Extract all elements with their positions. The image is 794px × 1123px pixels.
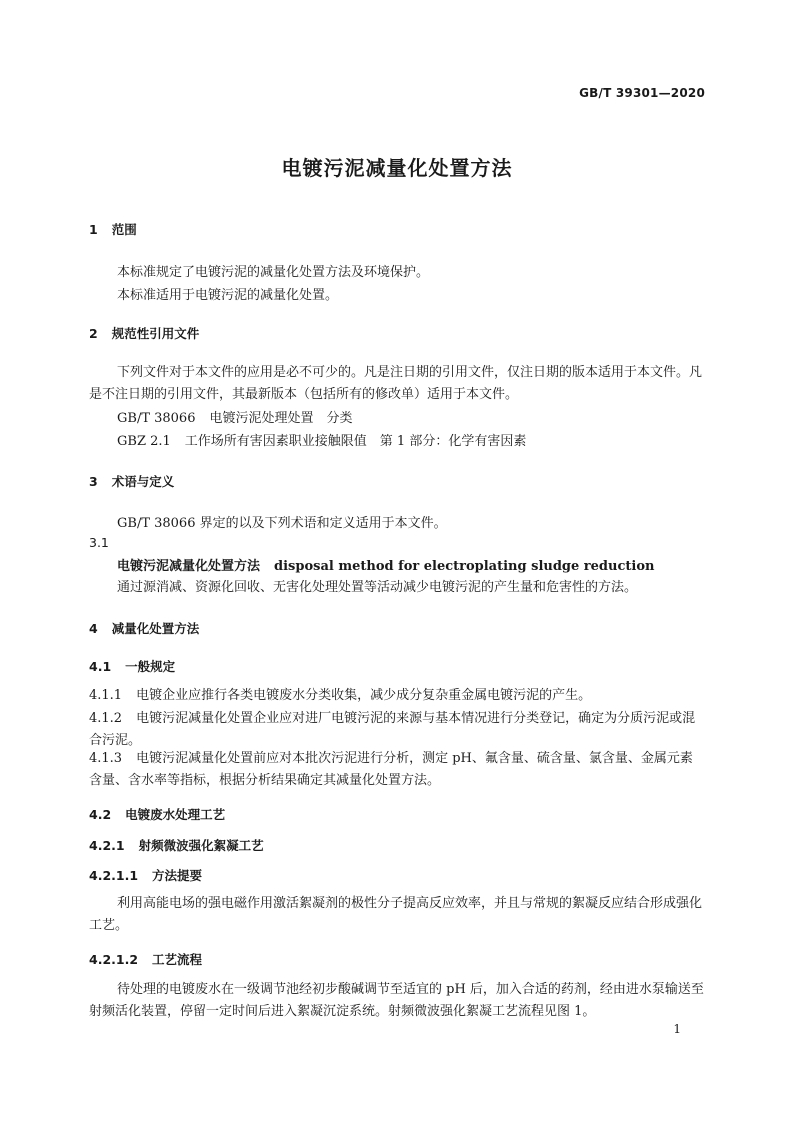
subsection-number: 4.1 [89, 659, 112, 674]
section-title: 规范性引用文件 [111, 326, 200, 341]
clause-number: 4.1.2 [89, 711, 123, 726]
section-title: 减量化处置方法 [111, 621, 200, 636]
subsection-4-2-heading [89, 805, 225, 823]
section-number: 3 [89, 474, 98, 489]
reference-title: 工作场所有害因素职业接触限值 第 1 部分：化学有害因素 [184, 434, 527, 449]
reference-code: GBZ 2.1 [117, 434, 171, 449]
subsection-4-2-1-heading [89, 836, 264, 854]
clause-4-1-3 [89, 748, 705, 792]
paragraph: 本标准规定了电镀污泥的减量化处置方法及环境保护。 [117, 265, 430, 280]
section-2-heading [89, 324, 199, 342]
term-entry [117, 555, 654, 574]
reference-title: 电镀污泥处理处置 分类 [209, 411, 353, 426]
term-number: 3.1 [89, 535, 109, 550]
section-title: 术语与定义 [111, 474, 175, 489]
term-en: disposal method for electroplating sludge reduction [274, 559, 655, 574]
subsection-title: 射频微波强化絮凝工艺 [138, 838, 264, 853]
subsection-title: 方法提要 [152, 868, 203, 883]
clause-4-1-1 [89, 685, 705, 707]
section-number: 4 [89, 621, 98, 636]
paragraph: 利用高能电场的强电磁作用激活絮凝剂的极性分子提高反应效率，并且与常规的絮凝反应结合形成强化工艺。 [89, 896, 703, 933]
paragraph: GB/T 38066 界定的以及下列术语和定义适用于本文件。 [117, 516, 447, 531]
paragraph: 下列文件对于本文件的应用是必不可少的。凡是注日期的引用文件，仅注日期的版本适用于本文件。凡是不注日期的引用文件，其最新版本（包括所有的修改单）适用于本文件。 [89, 365, 703, 402]
section-4-heading [89, 619, 199, 637]
subsection-4-2-1-1-heading [89, 866, 202, 884]
subsection-number: 4.2.1.2 [89, 952, 139, 967]
section-1-heading [89, 220, 137, 238]
section-number: 2 [89, 326, 98, 341]
page-number: 1 [673, 1022, 681, 1036]
subsection-4-2-1-2-heading [89, 950, 202, 968]
subsection-4-1-heading [89, 657, 175, 675]
section-3-heading [89, 472, 174, 490]
term-definition: 通过源消减、资源化回收、无害化处理处置等活动减少电镀污泥的产生量和危害性的方法。 [117, 580, 638, 595]
subsection-title: 一般规定 [125, 659, 176, 674]
clause-number: 4.1.3 [89, 751, 123, 766]
term-zh: 电镀污泥减量化处置方法 [117, 559, 261, 574]
clause-4-1-2 [89, 708, 705, 752]
clause-text: 电镀企业应推行各类电镀废水分类收集，减少成分复杂重金属电镀污泥的产生。 [136, 688, 592, 703]
reference-item [117, 430, 526, 449]
section-title: 范围 [111, 222, 137, 237]
document-title: 电镀污泥减量化处置方法 [281, 156, 513, 180]
paragraph: 待处理的电镀废水在一级调节池经初步酸碱调节至适宜的 pH 后，加入合适的药剂，经由进水泵输送至射频活化装置，停留一定时间后进入絮凝沉淀系统。射频微波强化絮凝工艺流程见图 1。 [89, 982, 704, 1019]
subsection-number: 4.2.1.1 [89, 868, 139, 883]
reference-code: GB/T 38066 [117, 411, 196, 426]
subsection-number: 4.2.1 [89, 838, 125, 853]
reference-item [117, 407, 353, 426]
subsection-number: 4.2 [89, 807, 112, 822]
standard-number: GB/T 39301—2020 [579, 86, 705, 100]
clause-text: 电镀污泥减量化处置前应对本批次污泥进行分析，测定 pH、氟含量、硫含量、氯含量、金属元素含量、含水率等指标，根据分析结果确定其减量化处置方法。 [89, 751, 693, 788]
clause-text: 电镀污泥减量化处置企业应对进厂电镀污泥的来源与基本情况进行分类登记，确定为分质污泥或混合污泥。 [89, 711, 696, 748]
subsection-title: 电镀废水处理工艺 [125, 807, 226, 822]
clause-number: 4.1.1 [89, 688, 123, 703]
subsection-title: 工艺流程 [152, 952, 203, 967]
paragraph: 本标准适用于电镀污泥的减量化处置。 [117, 288, 339, 303]
section-number: 1 [89, 222, 98, 237]
